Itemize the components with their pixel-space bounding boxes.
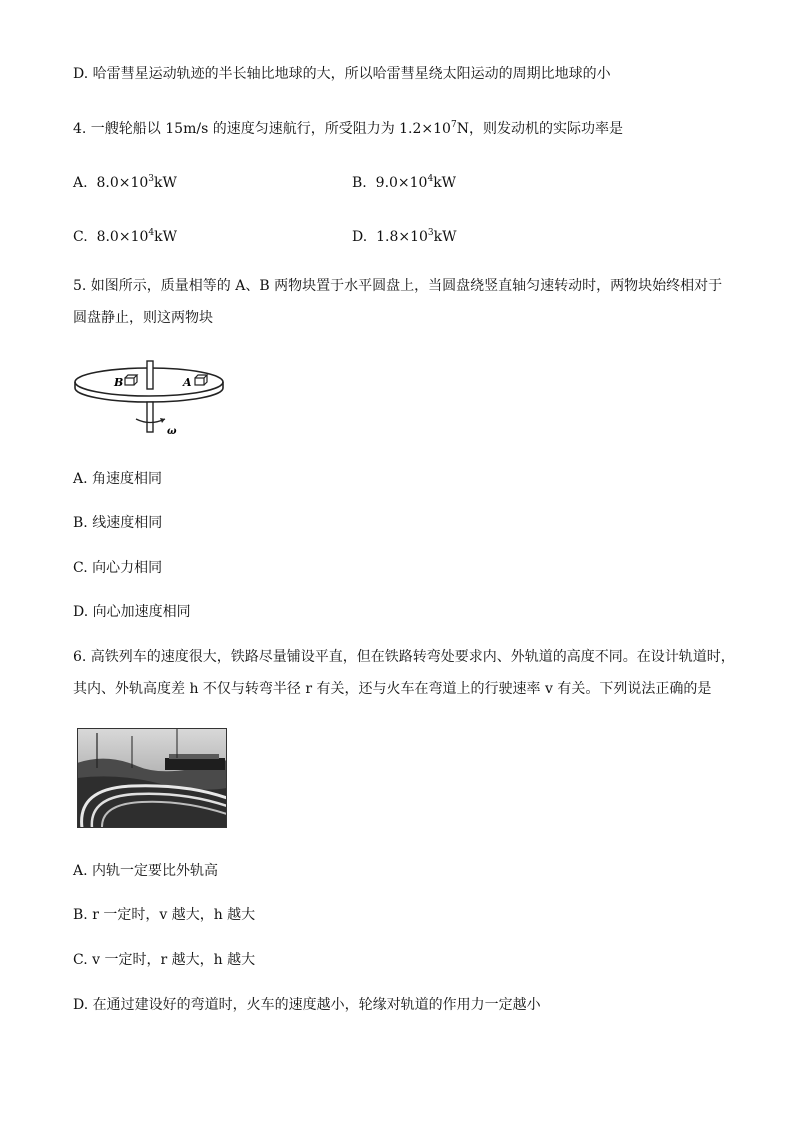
q6-stem-line2: 其内、外轨高度差 h 不仅与转弯半径 r 有关，还与火车在弯道上的行驶速率 v 有关。下列说法正确的是: [73, 681, 712, 697]
q4-option-b: [352, 173, 456, 193]
q5-stem-line1: 5. 如图所示，质量相等的 A、B 两物块置于水平圆盘上，当圆盘绕竖直轴匀速转动时，两物块始终相对于: [73, 278, 723, 294]
q6-option-a: A. 内轨一定要比外轨高: [73, 863, 219, 879]
q4-option-c: [73, 227, 177, 247]
option-exponent: 3: [427, 228, 434, 238]
q6-stem-line1: 6. 高铁列车的速度很大，铁路尽量铺设平直，但在铁路转弯处要求内、外轨道的高度不同。在设计轨道时，: [73, 649, 735, 665]
option-unit: kW: [433, 229, 457, 245]
q5-option-b: B. 线速度相同: [73, 515, 163, 531]
option-mantissa: 8.0×10: [96, 175, 149, 191]
block-a: [195, 375, 207, 385]
q4-stem-pre: 4. 一艘轮船以 15m/s 的速度匀速航行，所受阻力为 1.2×10: [73, 121, 451, 137]
block-b: [125, 375, 137, 385]
q6-option-b: B. r 一定时，v 越大，h 越大: [73, 907, 256, 923]
axle-top: [147, 361, 153, 389]
q4-option-d: [352, 227, 457, 247]
option-mantissa: 9.0×10: [375, 175, 428, 191]
option-label: C.: [73, 229, 88, 245]
q5-option-a: A. 角速度相同: [73, 471, 163, 487]
q6-option-d: D. 在通过建设好的弯道时，火车的速度越小，轮缘对轨道的作用力一定越小: [73, 997, 541, 1013]
q4-stem-exponent: 7: [450, 120, 457, 130]
rotating-disk-figure: [73, 358, 228, 438]
option-mantissa: 1.8×10: [376, 229, 428, 245]
q5-option-c: C. 向心力相同: [73, 560, 163, 576]
option-mantissa: 8.0×10: [96, 229, 149, 245]
label-a: A: [183, 376, 192, 389]
option-exponent: 4: [427, 174, 434, 184]
q4-stem: [73, 119, 623, 139]
option-unit: kW: [433, 175, 457, 191]
q5-option-d: D. 向心加速度相同: [73, 604, 191, 620]
train-bridge: [165, 758, 225, 770]
railway-curve-photo: [77, 728, 227, 828]
option-exponent: 4: [148, 228, 155, 238]
option-label: A.: [73, 175, 88, 191]
q4-stem-post: N，则发动机的实际功率是: [456, 121, 623, 137]
option-label: B.: [352, 175, 367, 191]
option-unit: kW: [154, 175, 177, 191]
option-exponent: 3: [148, 174, 155, 184]
q5-stem-line2: 圆盘静止，则这两物块: [73, 310, 213, 326]
axle-bottom: [147, 402, 153, 432]
label-b: B: [114, 376, 124, 389]
q3-option-d: D. 哈雷彗星运动轨迹的半长轴比地球的大，所以哈雷彗星绕太阳运动的周期比地球的小: [73, 66, 611, 82]
q4-option-a: [73, 173, 177, 193]
q6-option-c: C. v 一定时，r 越大，h 越大: [73, 952, 256, 968]
option-label: D.: [352, 229, 368, 245]
option-unit: kW: [154, 229, 177, 245]
label-omega: ω: [167, 426, 177, 437]
